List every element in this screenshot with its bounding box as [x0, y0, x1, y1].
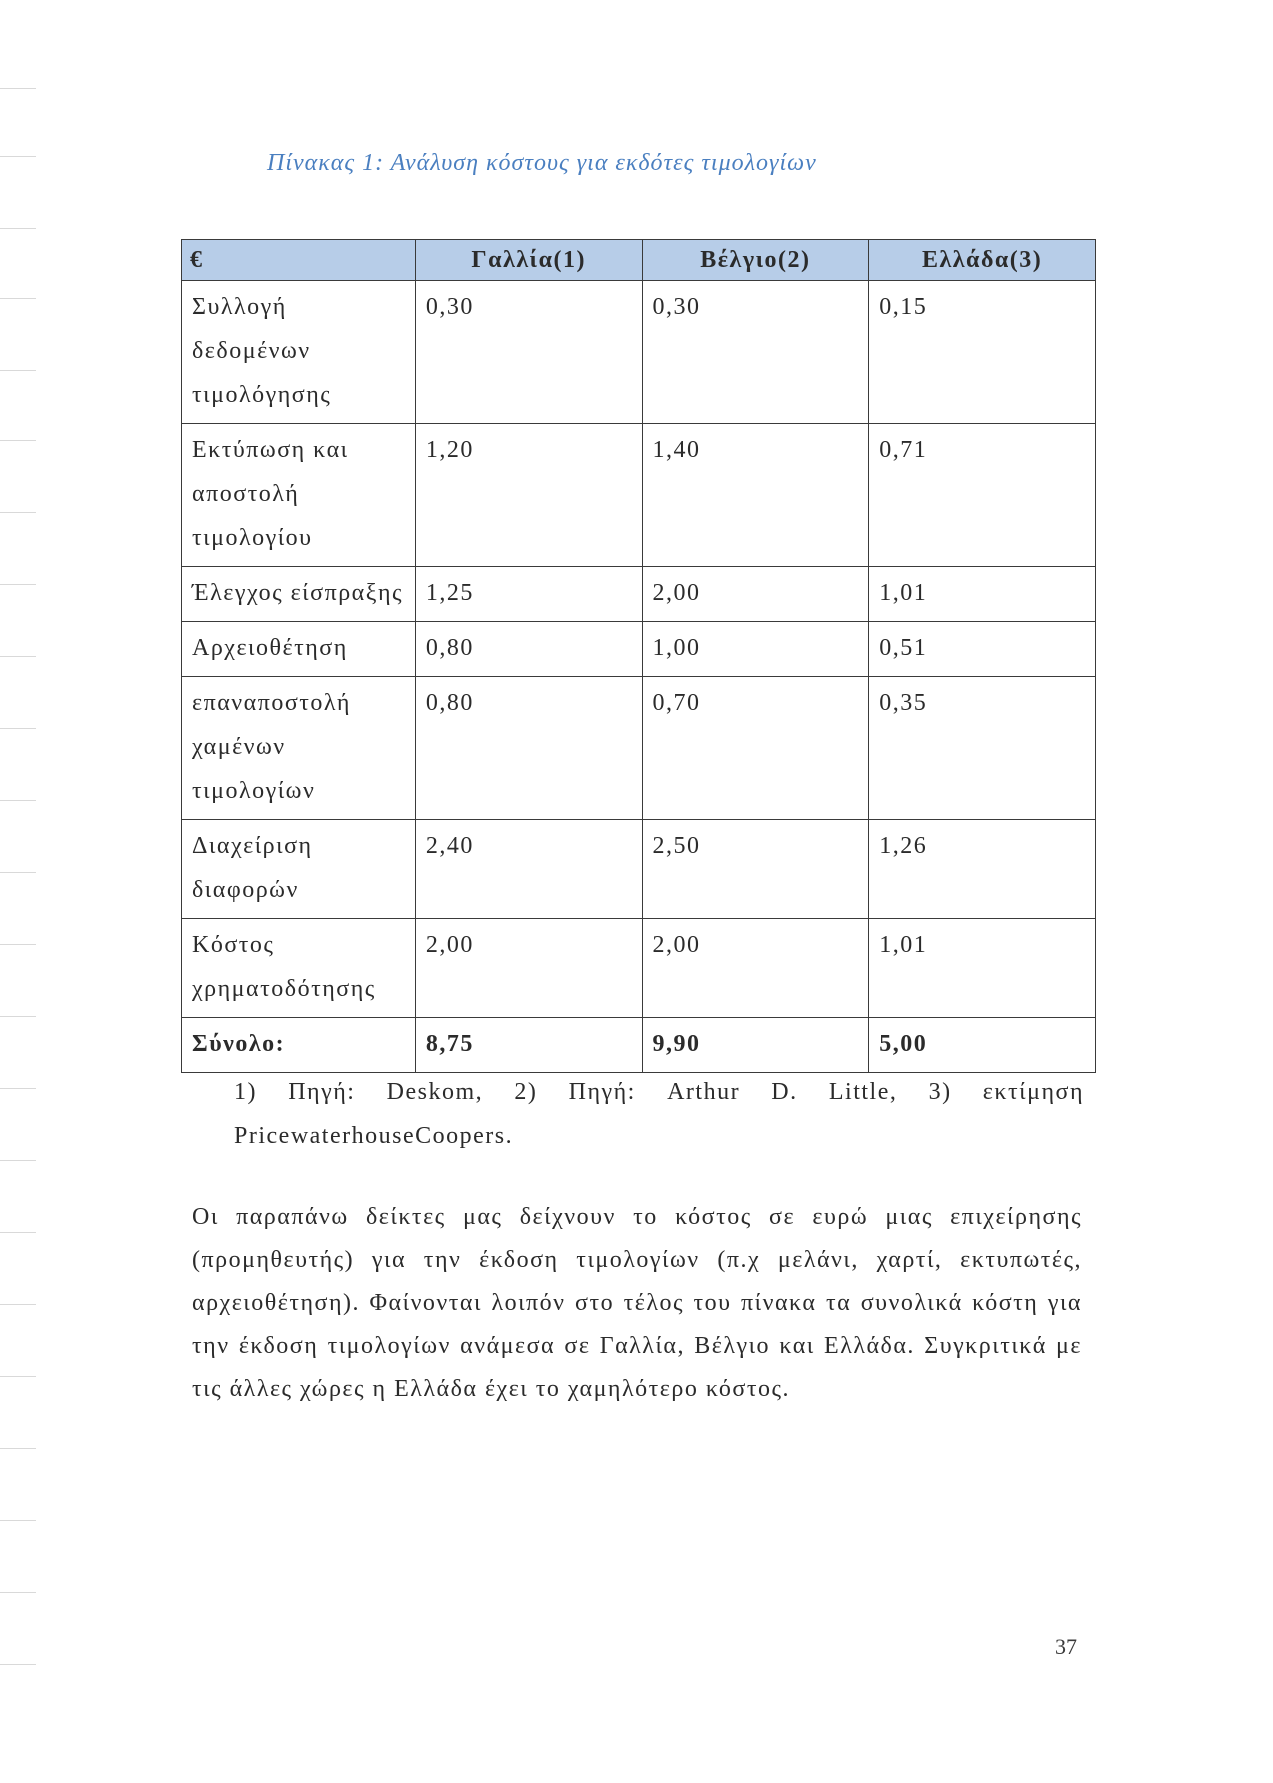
header-currency: €	[182, 240, 416, 281]
table-row	[182, 820, 1096, 919]
page-number: 37	[1055, 1634, 1077, 1659]
header-greece: Ελλάδα(3)	[869, 240, 1096, 281]
row-label: Κόστος χρηματοδότησης	[182, 919, 416, 1018]
scan-margin-marks	[0, 0, 40, 1783]
total-value: 5,00	[869, 1018, 1096, 1073]
total-label: Σύνολο:	[182, 1018, 416, 1073]
cell-value: 0,15	[869, 281, 1096, 424]
table-source-notes: 1) Πηγή: Deskom, 2) Πηγή: Arthur D. Little, 3) εκτίμηση PricewaterhouseCoopers.	[234, 1079, 1084, 1149]
table-row	[182, 281, 1096, 424]
cell-value: 0,30	[642, 281, 869, 424]
body-paragraph: Οι παραπάνω δείκτες μας δείχνουν το κόστος σε ευρώ μιας επιχείρησης (προμηθευτής) για την έκδοση τιμολογίων (π.χ μελάνι, χαρτί, εκτυπωτές, αρχειοθέτηση). Φαίνονται λοιπόν στο τέλος του πίνακα τα συνολικά κόστη για την έκδοση τιμολογίων ανάμεσα σε Γαλλία, Βέλγιο και Ελλάδα. Συγκριτικά με τις άλλες χώρες η Ελλάδα έχει το χαμηλότερο κόστος.	[192, 1204, 1082, 1402]
table-row	[182, 677, 1096, 820]
row-label: Διαχείριση διαφορών	[182, 820, 416, 919]
cell-value: 1,01	[869, 919, 1096, 1018]
header-belgium: Βέλγιο(2)	[642, 240, 869, 281]
row-label: Συλλογή δεδομένων τιμολόγησης	[182, 281, 416, 424]
cell-value: 2,50	[642, 820, 869, 919]
cell-value: 1,26	[869, 820, 1096, 919]
cell-value: 1,25	[415, 567, 642, 622]
row-label: Έλεγχος είσπραξης	[182, 567, 416, 622]
total-value: 8,75	[415, 1018, 642, 1073]
cell-value: 0,71	[869, 424, 1096, 567]
cell-value: 0,70	[642, 677, 869, 820]
cell-value: 0,80	[415, 622, 642, 677]
cell-value: 1,00	[642, 622, 869, 677]
cell-value: 0,80	[415, 677, 642, 820]
table-row	[182, 919, 1096, 1018]
cell-value: 1,40	[642, 424, 869, 567]
table-row	[182, 567, 1096, 622]
cell-value: 0,30	[415, 281, 642, 424]
table-row	[182, 424, 1096, 567]
cell-value: 2,00	[415, 919, 642, 1018]
row-label: επαναποστολή χαμένων τιμολογίων	[182, 677, 416, 820]
cell-value: 2,00	[642, 567, 869, 622]
cell-value: 0,35	[869, 677, 1096, 820]
cell-value: 1,20	[415, 424, 642, 567]
cell-value: 2,00	[642, 919, 869, 1018]
row-label: Εκτύπωση και αποστολή τιμολογίου	[182, 424, 416, 567]
cell-value: 0,51	[869, 622, 1096, 677]
table-caption: Πίνακας 1: Ανάλυση κόστους για εκδότες τιμολογίων	[267, 150, 817, 176]
cost-analysis-table	[181, 239, 1096, 1073]
cell-value: 1,01	[869, 567, 1096, 622]
cell-value: 2,40	[415, 820, 642, 919]
row-label: Αρχειοθέτηση	[182, 622, 416, 677]
header-france: Γαλλία(1)	[415, 240, 642, 281]
table-total-row	[182, 1018, 1096, 1073]
total-value: 9,90	[642, 1018, 869, 1073]
table-row	[182, 622, 1096, 677]
table-header-row	[182, 240, 1096, 281]
